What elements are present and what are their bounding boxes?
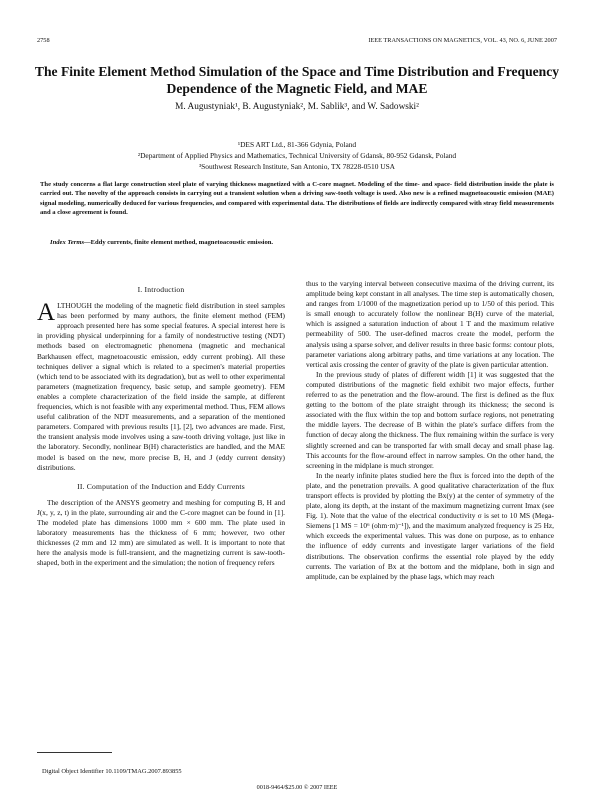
journal-name: IEEE TRANSACTIONS ON MAGNETICS, VOL. 43, NO. 6, JUNE 2007 — [368, 37, 557, 44]
right-paragraph-3: In the nearly infinite plates studied here the flux is forced into the depth of the plate, and the penetration prevails. A good qualitative characterization of the flux transport effects is provided by plotting the Bx(y) at the center of symmetry of the plate, along its depth, at the instant of the maximum magnetizing current Imax (see Fig. 1). Note that the value of the electrical conductivity σ is set to 10 MS (Mega-Siemens [1 MS = 10⁶ (ohm·m)⁻¹]), and the maximum analyzed frequency is 25 Hz, which exceeds the experimental values. This was done on purpose, as to enhance the influence of eddy currents and investigate larger variations of the field distributions. The observation confirms the essential role played by the eddy currents. The variation of Bx at the bottom and the midplane, both in sign and amplitude, can be explained by the phase lags, which may reach — [306, 470, 554, 581]
left-column — [37, 285, 285, 568]
index-terms — [50, 239, 554, 246]
right-paragraph-1: thus to the varying interval between consecutive maxima of the driving current, its amplitude being kept constant in all analyses. The time step is automatically chosen, and ranges from 1/1000 of the magnetization period up to 1/50 of this period. This is small enough to accurately follow the nonlinear B(H) curve of the material, which is assigned a saturation induction of about 1 T and the maximum relative permeability of 500. The user-defined macros create the model, perform the analysis using a sparse solver, and deliver results in three basic forms: contour plots, parameter variations along arbitrary paths, and time variations at any location. The vertical axis crossing the center of gravity of the plate is given particular attention. — [306, 279, 554, 369]
footnote-rule — [37, 752, 112, 753]
affiliation-3: ³Southwest Research Institute, San Antonio, TX 78228-0510 USA — [198, 162, 396, 171]
drop-cap: A — [37, 299, 56, 327]
index-terms-label: Index Terms — [50, 239, 85, 246]
affiliation-2: ²Department of Applied Physics and Mathematics, Technical University of Gdansk, 80-952 Gdansk, Poland — [137, 151, 457, 160]
right-paragraph-2: In the previous study of plates of different width [1] it was suggested that the computed distributions of the magnetic field exhibit two major effects, further referred to as the penetration and the flow-around. The first is defined as the flux getting to the bottom of the plate straight through its thickness; the second is associated with the flux within the top and bottom surface regions, not penetrating the middle layers. The decrease of B within the plate's surface differs from the function of decay along the thickness. The flux remaining within the surface is very slightly screened and can be transported far with small decay and small phase lag. This accounts for the flow-around effect in narrow samples. On the other hand, the screening in the midplane is much stronger. — [306, 369, 554, 470]
computation-paragraph: The description of the ANSYS geometry and meshing for computing B, H and J(x, y, z, t) in the plate, surrounding air and the C-core magnet can be found in [1]. The modeled plate has dimensions 1000 mm × 600 mm. The plate used in laboratory measurements has the thickness of 6 mm; however, two other thicknesses (2 mm and 12 mm) are simulated as well. It is important to note that here the analysis mode is full-transient, and the magnetizing current is saw-tooth-shaped, both in the experiment and the simulation; the notion of frequency refers — [37, 497, 285, 568]
page-number: 2758 — [37, 37, 50, 44]
section-heading-introduction: I. Introduction — [137, 285, 185, 294]
affiliation-1: ¹DES ART Ltd., 81-366 Gdynia, Poland — [237, 140, 357, 149]
paper-title: The Finite Element Method Simulation of the Space and Time Distribution and Frequency Dependence of the Magnetic Field, and MAE — [34, 64, 560, 96]
right-column — [306, 279, 554, 582]
author-list: M. Augustyniak¹, B. Augustyniak², M. Sablik³, and W. Sadowski² — [175, 102, 419, 112]
intro-paragraph-text: LTHOUGH the modeling of the magnetic field distribution in steel samples has been performed by many authors, the finite element method (FEM) approach presented here has some special features. A special interest here is in providing physical underpinning for a family of nondestructive testing (NDT) methods based on electromagnetic phenomena (magnetic and mechanical Barkhausen effect, magnetoacoustic emission, eddy current probing). All these techniques deliver a signal which is related to a specimen's material properties (which tend to be associated with its degradation), but as well to other experimental parameters (magnetization frequency, basic setup, and sample geometry). FEM enables a complete characterization of the field inside the sample, at different frequencies, which is not feasible with any experimental method. Thus, FEM allows useful calibration of the NDT measurements, and a separation of the mentioned parameters. Compared with previous results [1], [2], two advances are made. First, the transient analysis mode involves using a saw-tooth driving voltage, just like in the laboratory. Secondly, nonlinear B(H) characteristics are handled, and the MAE model is based on the new, more precise B, H, and J (eddy current density) distributions. — [37, 301, 285, 472]
intro-paragraph — [37, 301, 285, 473]
abstract: The study concerns a flat large construction steel plate of varying thickness magnetized with a C-core magnet. Modeling of the time- and space- field distribution inside the plate is carried out. The novelty of the approach consists in carrying out a transient solution when a driving saw-tooth voltage is used. Also new is a refined magnetoacoustic emission (MAE) signal modeling, numerically deduced for various frequencies, and compared with experimental data. The distributions of fields are indirectly compared with stray field measurements and a close agreement is found. — [40, 181, 554, 216]
affiliations — [0, 139, 594, 172]
section-heading-computation: II. Computation of the Induction and Eddy Currents — [77, 481, 245, 491]
copyright-footer: 0018-9464/$25.00 © 2007 IEEE — [256, 784, 338, 791]
running-header — [37, 37, 557, 47]
index-terms-text: —Eddy currents, finite element method, magnetoacoustic emission. — [84, 239, 274, 246]
doi-footnote: Digital Object Identifier 10.1109/TMAG.2007.893855 — [42, 768, 182, 775]
